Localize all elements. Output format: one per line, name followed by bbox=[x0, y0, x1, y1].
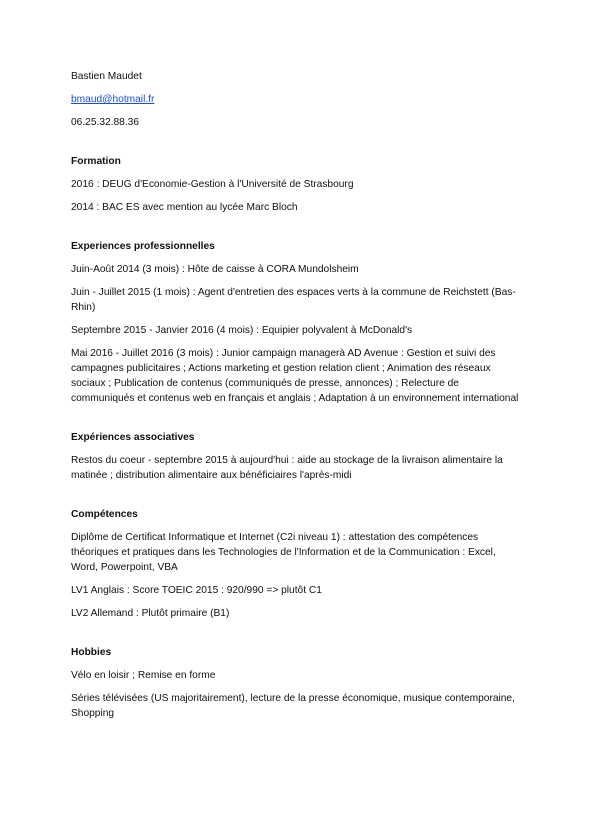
experience-item: Mai 2016 - Juillet 2016 (3 mois) : Junior campaign managerà AD Avenue : Gestion et suivi des campagnes publicitaires ; Actions marketing et gestion relation client ; Animation des réseaux sociaux ; Publication de contenus (communiqués de presse, annonces) ; Relecture de communiqués et contenus web en français et anglais ; Adaptation à un environnement international bbox=[71, 348, 519, 404]
contact-name: Bastien Maudet bbox=[71, 71, 142, 82]
experience-item: Juin-Août 2014 (3 mois) : Hôte de caisse à CORA Mundolsheim bbox=[71, 264, 359, 275]
hobby-item: Séries télévisées (US majoritairement), lecture de la presse économique, musique contemporaine, Shopping bbox=[71, 693, 515, 719]
hobbies-heading: Hobbies bbox=[71, 647, 112, 658]
competence-item: LV1 Anglais : Score TOEIC 2015 : 920/990 => plutôt C1 bbox=[71, 585, 322, 596]
associatives-heading: Expériences associatives bbox=[71, 432, 195, 443]
competence-item: Diplôme de Certificat Informatique et Internet (C2i niveau 1) : attestation des compétences théoriques et pratiques dans les Technologies de l'Information et de la Communication : Excel, Word, Powerpoint, VBA bbox=[71, 532, 496, 573]
cv-document bbox=[71, 69, 521, 721]
experience-item: Juin - Juillet 2015 (1 mois) : Agent d'entretien des espaces verts à la commune de Reichstett (Bas-Rhin) bbox=[71, 287, 516, 313]
email-link[interactable]: bmaud@hotmail.fr bbox=[71, 94, 155, 105]
formation-item: 2016 : DEUG d'Economie-Gestion à l'Université de Strasbourg bbox=[71, 179, 354, 190]
competence-item: LV2 Allemand : Plutôt primaire (B1) bbox=[71, 608, 230, 619]
experience-item: Septembre 2015 - Janvier 2016 (4 mois) : Equipier polyvalent à McDonald's bbox=[71, 325, 413, 336]
competences-heading: Compétences bbox=[71, 509, 138, 520]
hobby-item: Vélo en loisir ; Remise en forme bbox=[71, 670, 216, 681]
experiences-heading: Experiences professionnelles bbox=[71, 241, 215, 252]
formation-heading: Formation bbox=[71, 156, 121, 167]
contact-phone: 06.25.32.88.36 bbox=[71, 117, 139, 128]
associative-item: Restos du coeur - septembre 2015 à aujourd'hui : aide au stockage de la livraison alimentaire la matinée ; distribution alimentaire aux bénéficiaires l'après-midi bbox=[71, 455, 503, 481]
formation-item: 2014 : BAC ES avec mention au lycée Marc Bloch bbox=[71, 202, 298, 213]
